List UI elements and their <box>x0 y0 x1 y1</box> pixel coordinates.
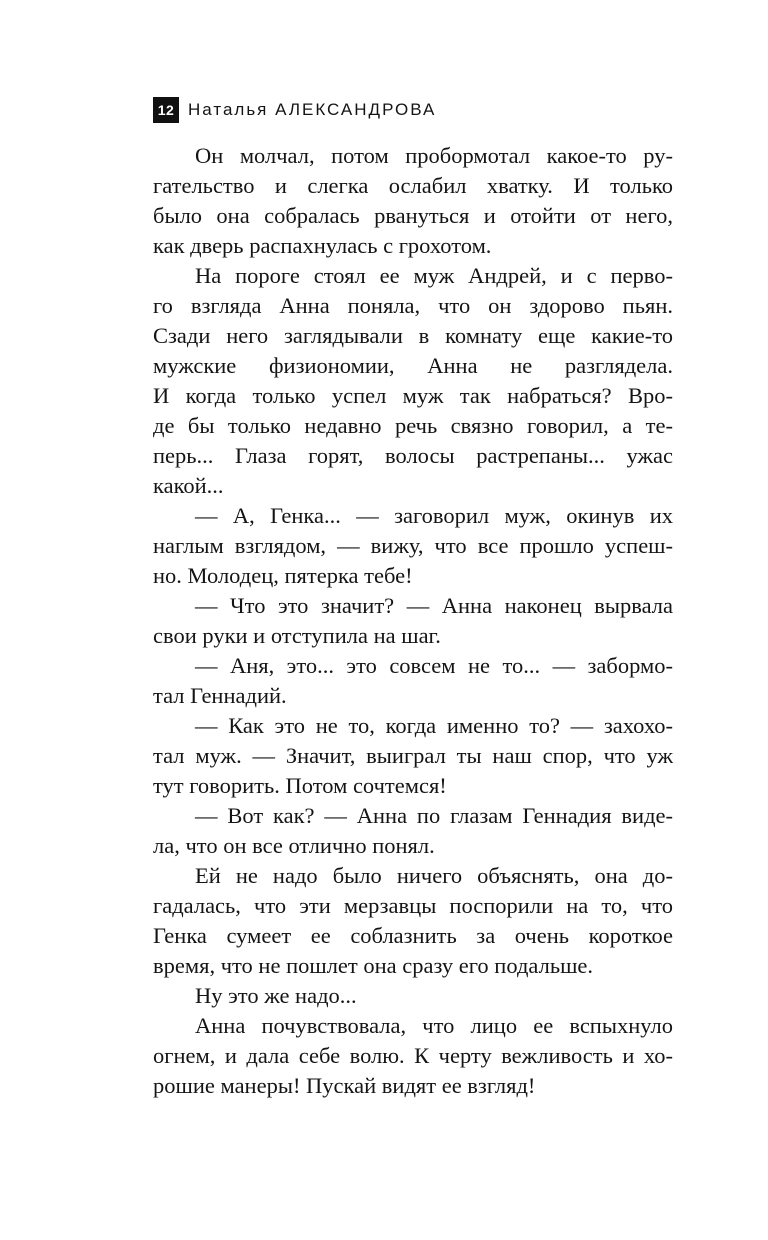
body-text <box>153 141 673 1101</box>
paragraph <box>153 861 673 981</box>
text-line: Сзади него заглядывали в комнату еще какие-то <box>153 323 673 348</box>
text-line: тут говорить. Потом сочтемся! <box>153 773 447 798</box>
paragraph <box>153 501 673 591</box>
text-line: тал Геннадий. <box>153 683 287 708</box>
text-line: рошие манеры! Пускай видят ее взгляд! <box>153 1073 536 1098</box>
paragraph <box>153 591 673 651</box>
text-line: Ей не надо было ничего объяснять, она до- <box>195 863 673 888</box>
running-head <box>153 96 436 124</box>
text-line: свои руки и отступила на шаг. <box>153 623 441 648</box>
text-line: наглым взглядом, — вижу, что все прошло успеш- <box>153 533 673 558</box>
paragraph <box>153 801 673 861</box>
text-line: гадалась, что эти мерзавцы поспорили на то, что <box>153 893 673 918</box>
text-line: На пороге стоял ее муж Андрей, и с перво- <box>195 263 673 288</box>
text-line: ла, что он все отлично понял. <box>153 833 435 858</box>
text-line: го взгляда Анна поняла, что он здорово пьян. <box>153 293 673 318</box>
text-line: как дверь распахнулась с грохотом. <box>153 233 492 258</box>
paragraph <box>153 1011 673 1101</box>
text-line: И когда только успел муж так набраться? Вро- <box>153 383 673 408</box>
page-number: 12 <box>153 97 179 123</box>
text-line: но. Молодец, пятерка тебе! <box>153 563 413 588</box>
text-line: гательство и слегка ослабил хватку. И только <box>153 173 673 198</box>
paragraph <box>153 141 673 261</box>
running-title: Наталья АЛЕКСАНДРОВА <box>188 100 437 119</box>
text-line: Анна почувствовала, что лицо ее вспыхнуло <box>195 1013 673 1038</box>
text-line: — Как это не то, когда именно то? — захохо- <box>195 713 673 738</box>
text-line: какой... <box>153 473 224 498</box>
text-line: де бы только недавно речь связно говорил, а те- <box>153 413 673 438</box>
paragraph <box>153 981 673 1011</box>
text-line: Ну это же надо... <box>195 983 357 1008</box>
text-line: тал муж. — Значит, выиграл ты наш спор, что уж <box>153 743 673 768</box>
text-line: Генка сумеет ее соблазнить за очень короткое <box>153 923 673 948</box>
text-line: перь... Глаза горят, волосы растрепаны... ужас <box>153 443 673 468</box>
text-line: было она собралась рвануться и отойти от него, <box>153 203 673 228</box>
text-line: время, что не пошлет она сразу его подальше. <box>153 953 594 978</box>
paragraph <box>153 651 673 711</box>
text-line: — А, Генка... — заговорил муж, окинув их <box>195 503 673 528</box>
text-line: — Аня, это... это совсем не то... — забормо- <box>195 653 673 678</box>
text-line: — Вот как? — Анна по глазам Геннадия виде- <box>195 803 673 828</box>
text-line: мужские физиономии, Анна не разглядела. <box>153 353 673 378</box>
text-line: — Что это значит? — Анна наконец вырвала <box>195 593 673 618</box>
text-line: огнем, и дала себе волю. К черту вежливость и хо- <box>153 1043 673 1068</box>
paragraph <box>153 261 673 501</box>
paragraph <box>153 711 673 801</box>
text-line: Он молчал, потом пробормотал какое-то ру- <box>195 143 673 168</box>
